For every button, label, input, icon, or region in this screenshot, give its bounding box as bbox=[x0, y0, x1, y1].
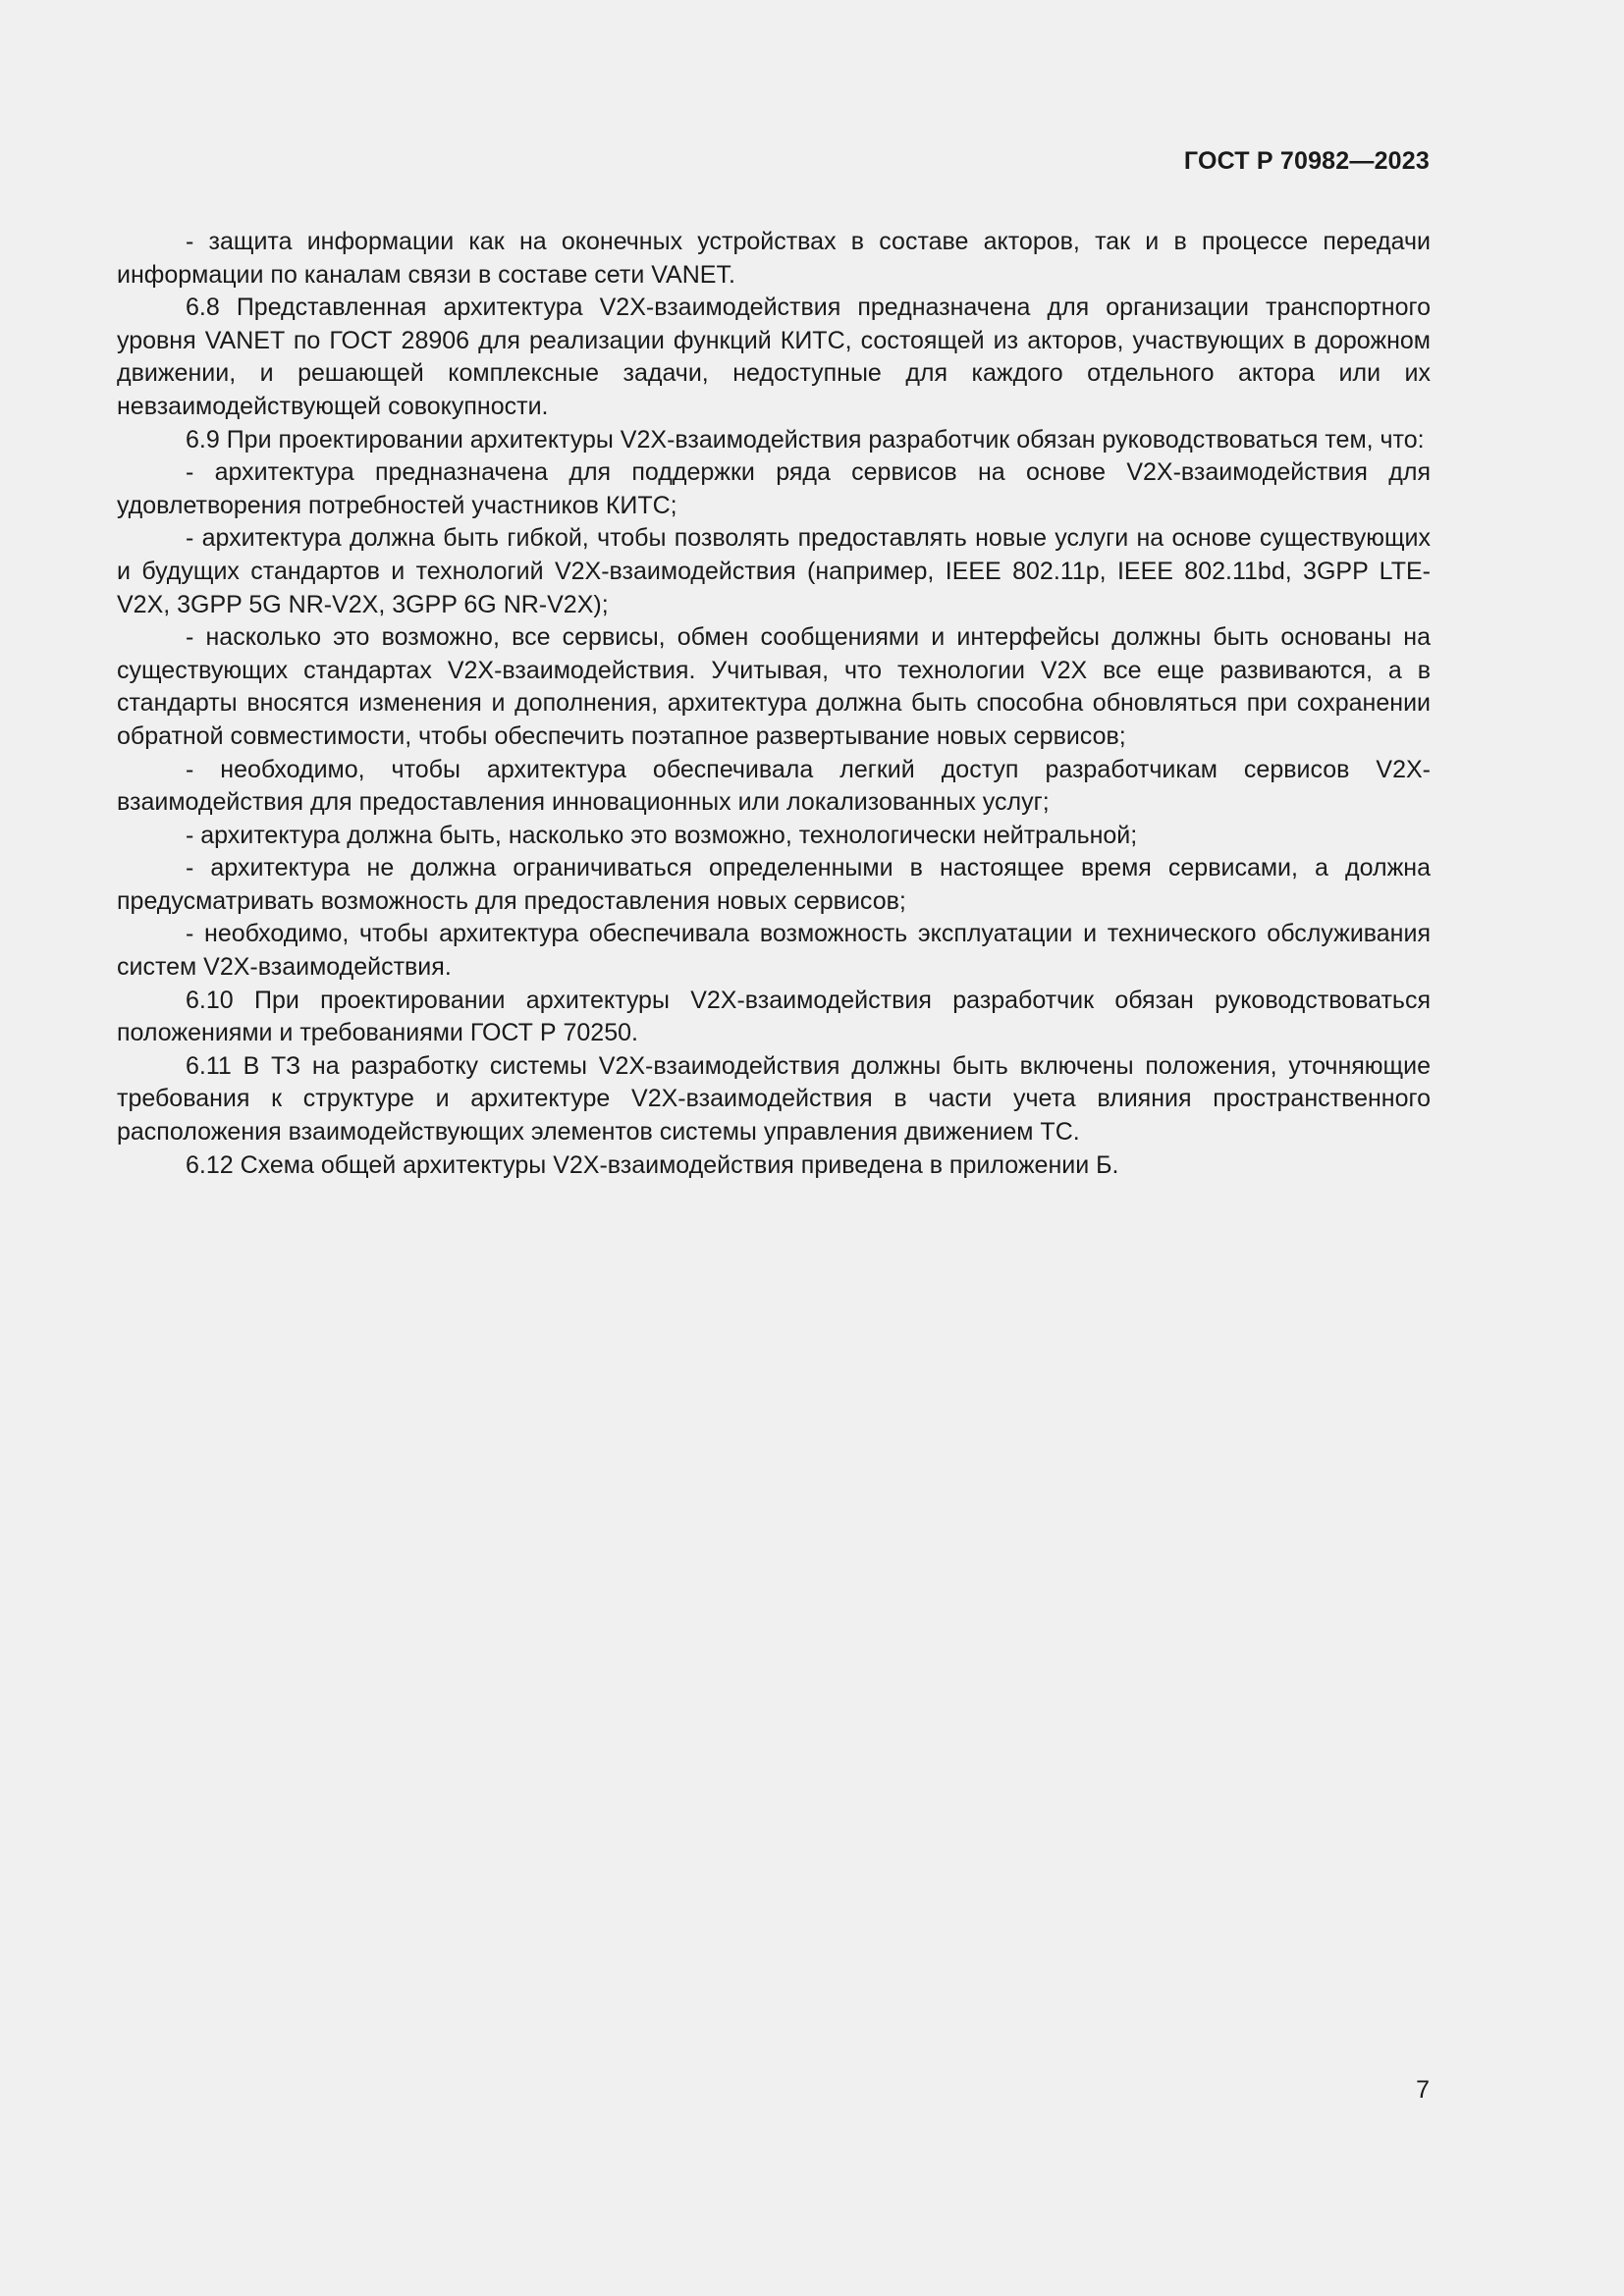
list-item-services-support: - архитектура предназначена для поддержки ряда сервисов на основе V2X-взаимодействия для удовлетворения потребностей участников КИТС; bbox=[117, 458, 1431, 519]
page-number: 7 bbox=[1416, 2076, 1430, 2104]
list-item-technology-neutral: - архитектура должна быть, насколько это возможно, технологически нейтральной; bbox=[186, 821, 1138, 849]
document-body bbox=[117, 226, 1431, 1182]
list-item-maintenance: - необходимо, чтобы архитектура обеспечивала возможность эксплуатации и технического обслуживания систем V2X-взаимодействия. bbox=[117, 920, 1431, 982]
list-item-flexibility: - архитектура должна быть гибкой, чтобы позволять предоставлять новые услуги на основе существующих и будущих стандартов и технологий V2X-взаимодействия (например, IEEE 802.11p, IEEE 802.11bd, 3GPP LTE-V2X, 3GPP 5G NR-V2X, 3GPP 6G NR-V2X); bbox=[117, 524, 1431, 618]
paragraph-6-12: 6.12 Схема общей архитектуры V2X-взаимодействия приведена в приложении Б. bbox=[186, 1150, 1119, 1179]
list-item-developer-access: - необходимо, чтобы архитектура обеспечивала легкий доступ разработчикам сервисов V2X-взаимодействия для предоставления инновационных или локализованных услуг; bbox=[117, 755, 1431, 817]
document-code: ГОСТ Р 70982—2023 bbox=[1183, 147, 1430, 175]
list-item-new-services: - архитектура не должна ограничиваться определенными в настоящее время сервисами, а должна предусматривать возможность для предоставления новых сервисов; bbox=[117, 854, 1431, 915]
paragraph-6-9: 6.9 При проектировании архитектуры V2X-взаимодействия разработчик обязан руководствоваться тем, что: bbox=[186, 425, 1425, 454]
paragraph-6-8: 6.8 Представленная архитектура V2X-взаимодействия предназначена для организации транспортного уровня VANET по ГОСТ 28906 для реализации функций КИТС, состоящей из акторов, участвующих в дорожном движении, и решающей комплексные задачи, недоступные для каждого отдельного актора или их невзаимодействующей совокупности. bbox=[117, 294, 1431, 420]
paragraph-6-10: 6.10 При проектировании архитектуры V2X-взаимодействия разработчик обязан руководствоваться положениями и требованиями ГОСТ Р 70250. bbox=[117, 986, 1431, 1047]
paragraph-info-protection: - защита информации как на оконечных устройствах в составе акторов, так и в процессе передачи информации по каналам связи в составе сети VANET. bbox=[117, 228, 1431, 289]
paragraph-6-11: 6.11 В ТЗ на разработку системы V2X-взаимодействия должны быть включены положения, уточняющие требования к структуре и архитектуре V2X-взаимодействия в части учета влияния пространственного расположения взаимодействующих элементов системы управления движением ТС. bbox=[117, 1051, 1431, 1147]
list-item-standards-based: - насколько это возможно, все сервисы, обмен сообщениями и интерфейсы должны быть основаны на существующих стандартах V2X-взаимодействия. Учитывая, что технологии V2X все еще развиваются, а в стандарты вносятся изменения и дополнения, архитектура должна быть способна обновляться при сохранении обратной совместимости, чтобы обеспечить поэтапное развертывание новых сервисов; bbox=[117, 623, 1431, 750]
